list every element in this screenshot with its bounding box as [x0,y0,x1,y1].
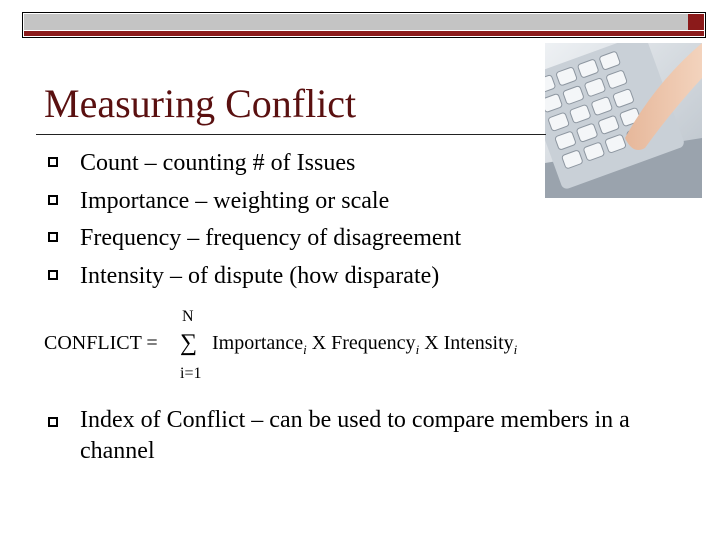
top-red-band [24,31,704,36]
bullet-text: Frequency – frequency of disagreement [80,225,462,251]
term-subscript: i [415,342,420,357]
bullet-text: Count – counting # of Issues [80,150,356,176]
formula-lhs: CONFLICT = [44,332,158,354]
term-importance: Importance [212,332,304,354]
sigma-symbol: ∑ [180,330,198,356]
term-subscript: i [513,342,518,357]
term-frequency: X Frequency [311,332,416,354]
formula-terms [212,332,517,358]
calculator-photo [545,43,702,198]
bullet-text: Importance – weighting or scale [80,187,390,214]
top-decoration-bar [22,12,706,38]
title-divider [36,134,546,135]
calculator-image [545,43,702,198]
sum-upper-limit: N [182,308,194,325]
conflict-formula [44,308,644,388]
bullet-index-of-conflict [44,405,694,467]
bullet-text: Intensity – of dispute (how disparate) [80,262,440,289]
square-bullet-icon [48,417,58,427]
slide-title: Measuring Conflict [44,81,357,126]
term-intensity: X Intensity [424,332,514,354]
square-bullet-icon [48,232,58,242]
bullet-text: Index of Conflict – can be used to compare members in a channel [80,407,630,464]
top-right-square [688,14,704,30]
square-bullet-icon [48,270,58,280]
top-grey-band [24,14,688,30]
square-bullet-icon [48,195,58,205]
term-subscript: i [303,342,307,357]
square-bullet-icon [48,157,58,167]
sum-lower-limit: i=1 [180,365,202,382]
